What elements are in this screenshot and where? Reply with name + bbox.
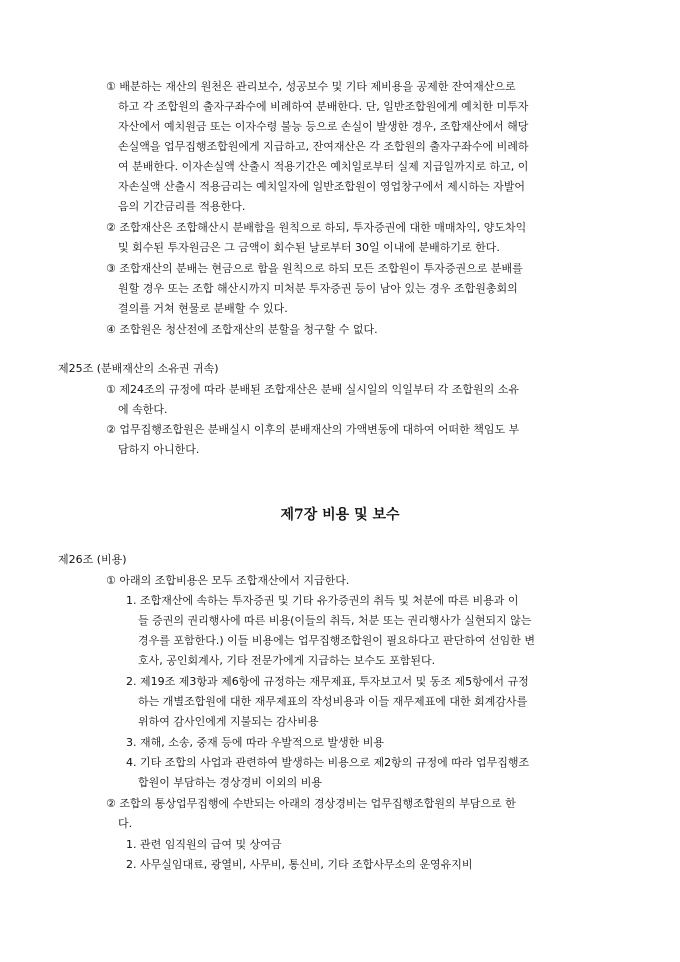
text-line: ① 제24조의 규정에 따라 분배된 조합재산은 분배 실시일의 익일부터 각 조합원의 소유: [106, 383, 519, 396]
text-line: 4. 기타 조합의 사업과 관련하여 발생하는 비용으로 제2항의 규정에 따라 업무집행조: [126, 756, 530, 769]
text-line: ④ 조합원은 청산전에 조합재산의 분할을 청구할 수 없다.: [106, 323, 378, 336]
text-line: ② 업무집행조합원은 분배실시 이후의 분배재산의 가액변동에 대하여 어떠한 책임도 부: [106, 423, 520, 436]
text-line: ② 조합재산은 조합해산시 분배함을 원칙으로 하되, 투자증권에 대한 매매차익, 양도차익: [106, 221, 527, 234]
text-line: 들 증권의 권리행사에 따른 비용(이들의 취득, 처분 또는 권리행사가 실현되지 않는: [138, 614, 532, 627]
text-line: 손실액을 업무집행조합원에게 지급하고, 잔여재산은 각 조합원의 출자구좌수에 비례하: [118, 140, 529, 153]
text-line: 하는 개별조합원에 대한 재무제표의 작성비용과 이들 재무제표에 대한 회계감사를: [138, 695, 528, 708]
text-line: 및 회수된 투자원금은 그 금액이 회수된 날로부터 30일 이내에 분배하기로 한다.: [118, 241, 500, 254]
text-line: 경우를 포함한다.) 이들 비용에는 업무집행조합원이 필요하다고 판단하여 선임한 변: [138, 634, 536, 647]
chapter-heading: 제7장 비용 및 보수: [280, 507, 400, 523]
text-line: 3. 재해, 소송, 중재 등에 따라 우발적으로 발생한 비용: [126, 736, 384, 749]
text-line: 원할 경우 또는 조합 해산시까지 미처분 투자증권 등이 남아 있는 경우 조합원총회의: [118, 282, 518, 295]
text-line: 자산에서 예치원금 또는 이자수령 불능 등으로 손실이 발생한 경우, 조합재산에서 해당: [118, 120, 529, 133]
text-line: 1. 조합재산에 속하는 투자증권 및 기타 유가증권의 취득 및 처분에 따른 비용과 이: [126, 594, 519, 607]
article-26-p2-item-2: 2. 사무실임대료, 광열비, 사무비, 통신비, 기타 조합사무소의 운영유지비: [126, 858, 473, 871]
text-line: 결의를 거쳐 현물로 분배할 수 있다.: [118, 302, 288, 315]
text-line: 다.: [118, 817, 133, 830]
text-line: 위하여 감사인에게 지불되는 감사비용: [138, 715, 319, 728]
text-line: 자손실액 산출시 적용금리는 예치일자에 일반조합원이 영업창구에서 제시하는 자발어: [118, 180, 526, 193]
text-line: ③ 조합재산의 분배는 현금으로 함을 원칙으로 하되 모든 조합원이 투자증권으로 분배를: [106, 262, 523, 275]
text-line: 하고 각 조합원의 출자구좌수에 비례하여 분배한다. 단, 일반조합원에게 예치한 미투자: [118, 100, 529, 113]
text-line: 여 분배한다. 이자손실액 산출시 적용기간은 예치일로부터 실제 지급일까지로 하고, 이: [118, 160, 529, 173]
text-line: 합원이 부담하는 경상경비 이외의 비용: [138, 776, 323, 789]
text-line: 음의 기간금리를 적용한다.: [118, 200, 246, 213]
text-line: 2. 제19조 제3항과 제6항에 규정하는 재무제표, 투자보고서 및 동조 제5항에서 규정: [126, 675, 529, 688]
text-line: 호사, 공인회계사, 기타 전문가에게 지급하는 보수도 포함된다.: [138, 654, 436, 667]
text-line: 담하지 아니한다.: [118, 443, 200, 456]
article-26-paragraph-1: ① 아래의 조합비용은 모두 조합재산에서 지급한다.: [106, 574, 350, 587]
article-25-title: 제25조 (분배재산의 소유권 귀속): [58, 362, 219, 375]
text-line: ① 배분하는 재산의 원천은 관리보수, 성공보수 및 기타 제비용을 공제한 잔여재산으로: [106, 80, 516, 93]
text-line: ② 조합의 통상업무집행에 수반되는 아래의 경상경비는 업무집행조합원의 부담으로 한: [106, 797, 516, 810]
article-26-p2-item-1: 1. 관련 임직원의 급여 및 상여금: [126, 838, 282, 851]
text-line: 에 속한다.: [118, 403, 168, 416]
article-26-title: 제26조 (비용): [58, 553, 127, 566]
